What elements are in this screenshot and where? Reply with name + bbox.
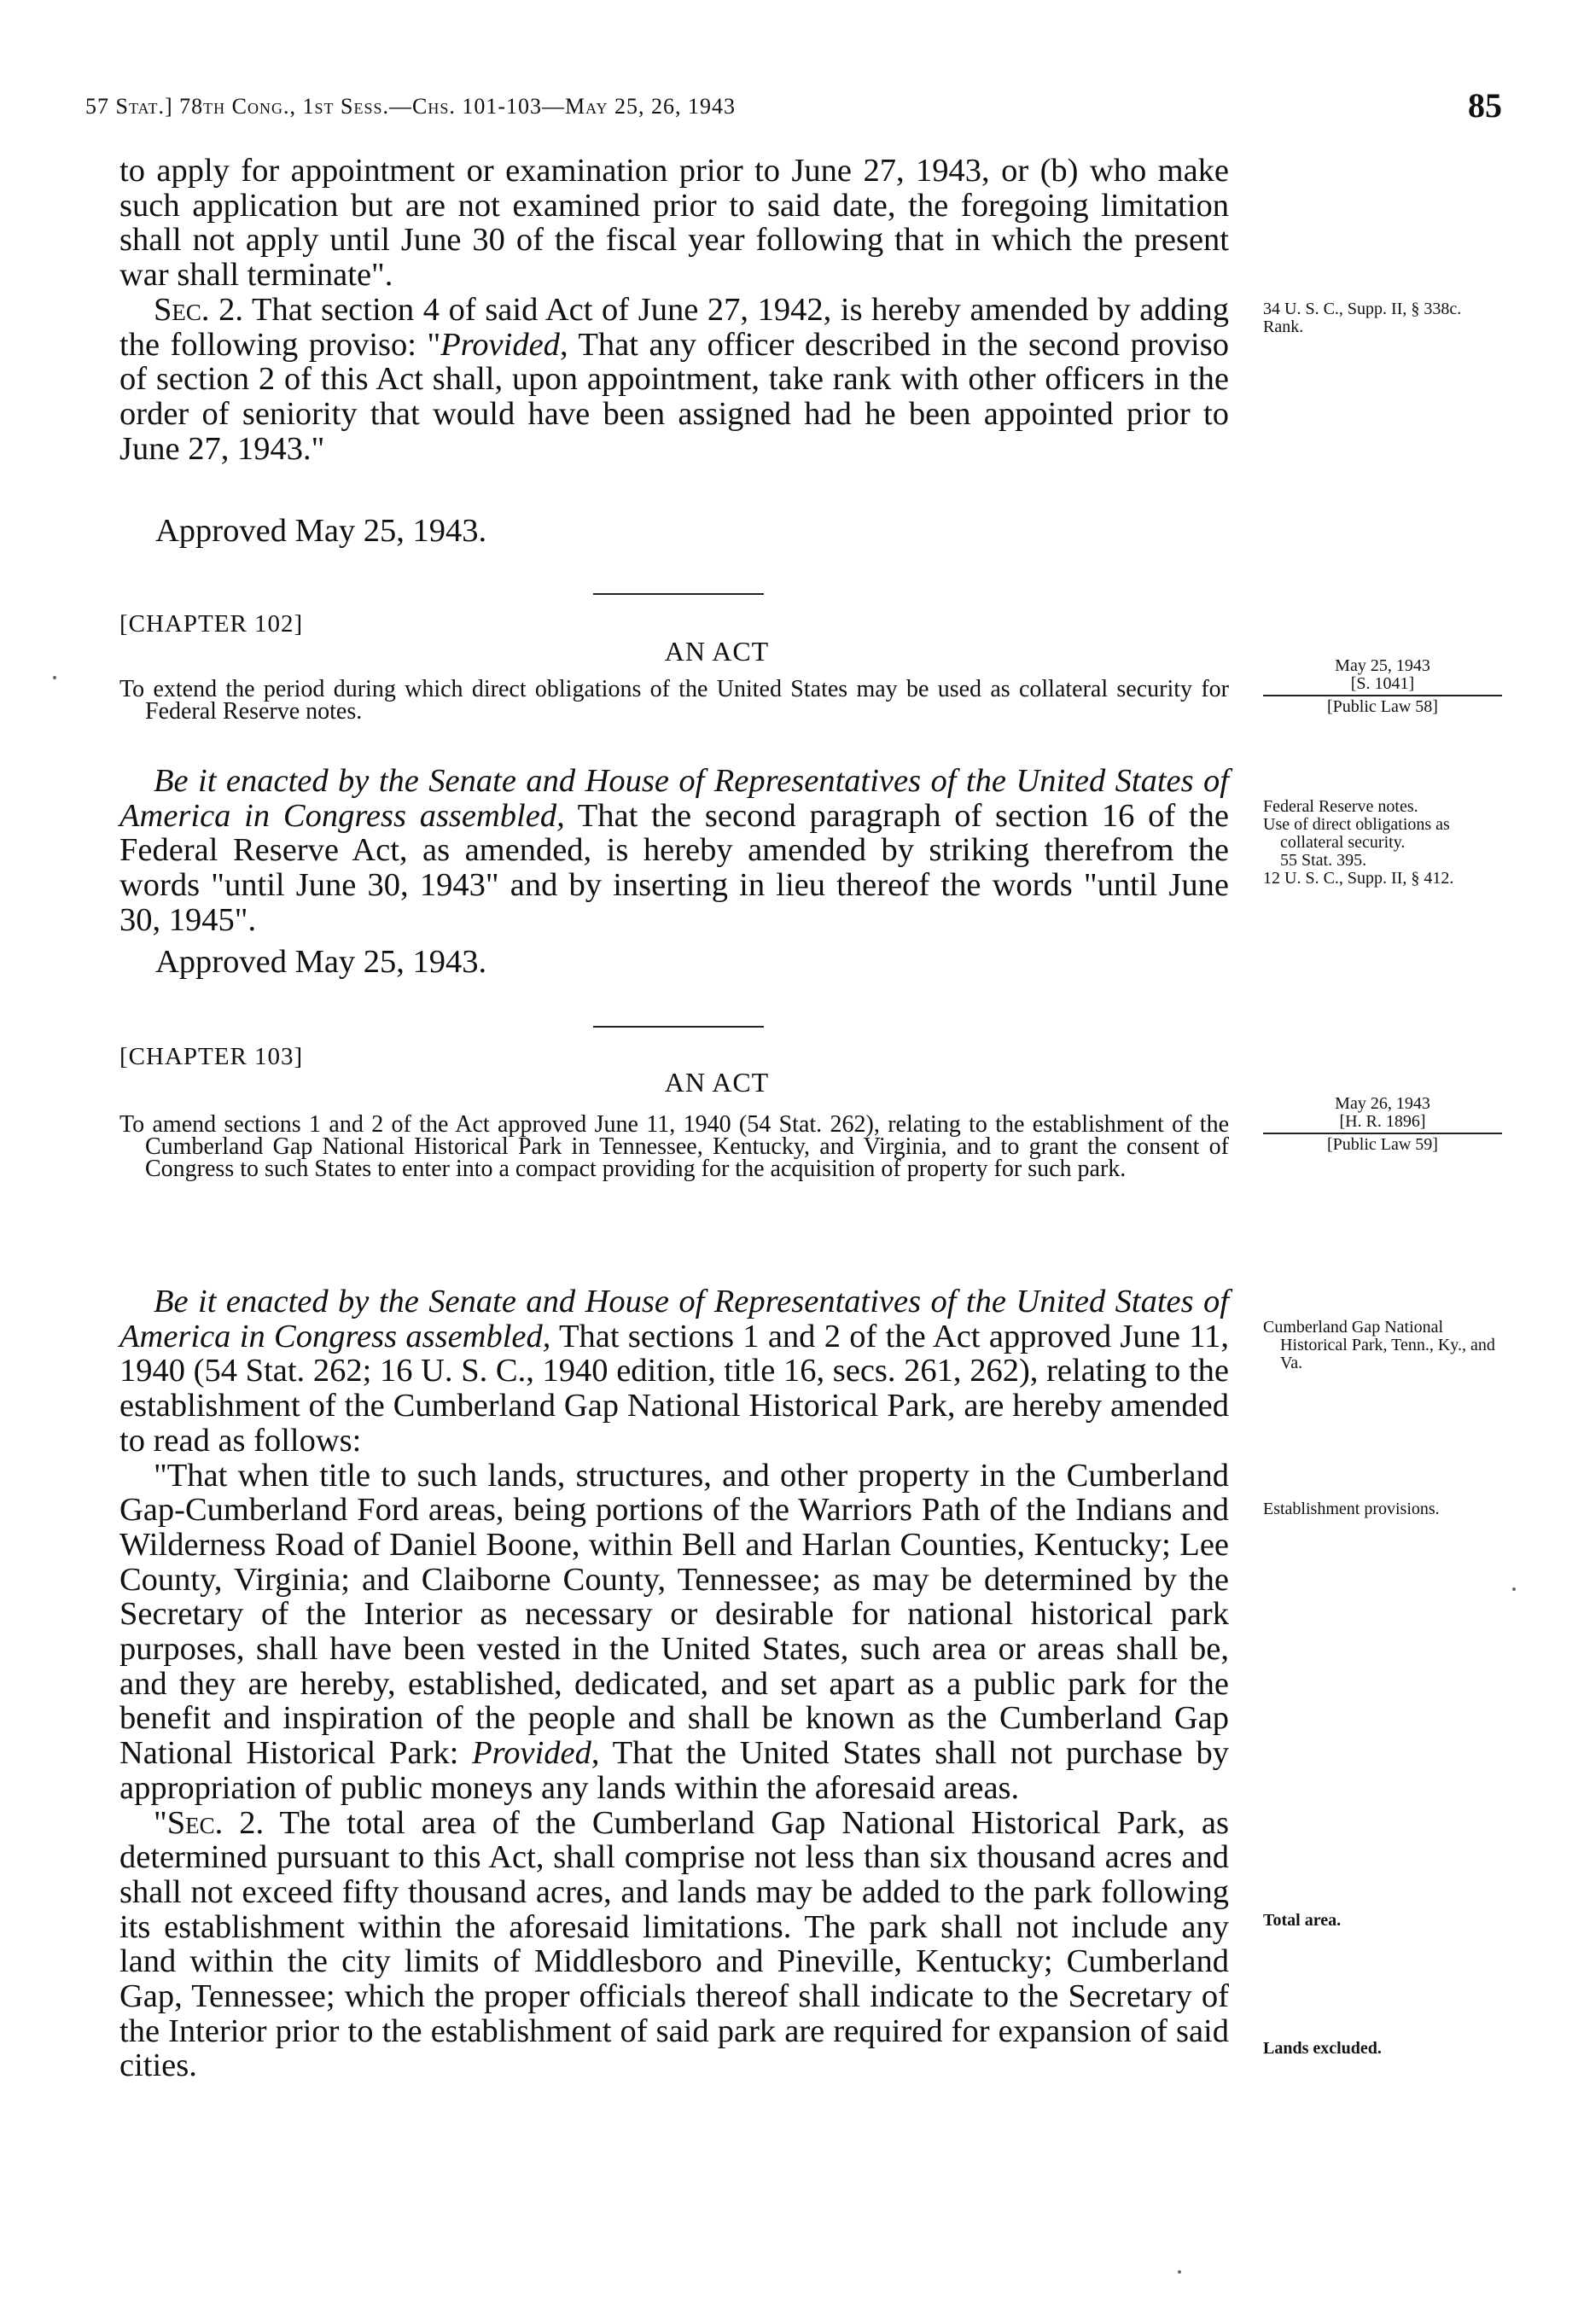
quoted-section-2: [119, 1806, 1229, 2084]
margin-divider: [1263, 695, 1502, 696]
chapter-103-body: [119, 1284, 1229, 2083]
enacting-text: That the second paragraph of section 16 of the Federal Reserve Act, as amended, is hereby amended by striking therefrom the words "until June 30, 1943" and by inserting in lieu thereof the words "until June 30, 1945".: [119, 797, 1229, 938]
margin-use-of-obligations: Use of direct obligations as collateral security.: [1263, 815, 1450, 852]
bill-info-103: [1263, 1095, 1502, 1154]
approved-line: Approved May 25, 1943.: [155, 944, 487, 980]
margin-divider: [1263, 1133, 1502, 1134]
enacting-paragraph: [119, 764, 1229, 938]
quoted-section-1-text: "That when title to such lands, structures, and other property in the Cumberland Gap-Cumberland Ford areas, being portions of the Warriors Path of the Indians and Wilderness Road of Daniel Boone, within Bell and Harlan Counties, Kentucky; Lee County, Virginia; and Claiborne County, Tennessee; as may be determined by the Secretary of the Interior as necessary or desirable for national historical park purposes, shall have been vested in the United States, such area or areas shall be, and they are hereby, established, dedicated, and set apart as a public park for the benefit and inspiration of the people and shall be known as the Cumberland Gap National Historical Park:: [119, 1457, 1229, 1772]
margin-cumberland-gap: Cumberland Gap National Historical Park, Tenn., Ky., and Va.: [1263, 1318, 1495, 1372]
section-text: That section 4 of said Act of June 27, 1942, is hereby amended by adding the following proviso: ": [119, 291, 1229, 363]
enacting-clause: Be it enacted by the Senate and House of Representatives of the United States of America in Congress assembled,: [119, 763, 1229, 834]
margin-note-total-area: [1263, 1912, 1502, 1930]
section-label: Sec. 2.: [154, 291, 244, 328]
act-title-text: To extend the period during which direct obligations of the United States may be used as collateral security for Federal Reserve notes.: [119, 676, 1229, 725]
margin-federal-reserve: Federal Reserve notes.: [1263, 797, 1418, 816]
margin-note-citation: [1263, 300, 1502, 336]
enacting-clause: Be it enacted by the Senate and House of Representatives of the United States of America in Congress assembled,: [119, 1284, 1229, 1354]
page-number: 85: [1468, 86, 1502, 125]
continued-paragraph: to apply for appointment or examination prior to June 27, 1943, or (b) who make such application but are not examined prior to said date, the foregoing limitation shall not apply until June 30 of the fiscal year following that in which the present war shall terminate".: [119, 153, 1229, 294]
margin-establishment: Establishment provisions.: [1263, 1500, 1440, 1518]
approved-line: Approved May 25, 1943.: [155, 513, 487, 549]
an-act-heading: AN ACT: [664, 636, 770, 667]
act-title: [119, 676, 1229, 725]
bill-number: [H. R. 1896]: [1339, 1112, 1426, 1131]
section-label: "Sec. 2.: [154, 1804, 265, 1841]
margin-rank: Rank.: [1263, 317, 1304, 336]
enacting-text: That sections 1 and 2 of the Act approved June 11, 1940 (54 Stat. 262; 16 U. S. C., 1940 edition, title 16, secs. 261, 262), relating to the establishment of the Cumberland Gap National Historical Park, are hereby amended to read as follows:: [119, 1318, 1229, 1459]
provided-keyword: Provided: [472, 1735, 591, 1772]
quoted-section-1: [119, 1459, 1229, 1806]
scan-speck: [1178, 2270, 1181, 2274]
act-title: [119, 1111, 1229, 1182]
act-title-text: To amend sections 1 and 2 of the Act approved June 11, 1940 (54 Stat. 262), relating to the establishment of the Cumberland Gap National Historical Park in Tennessee, Kentucky, and Virginia, and to grant the consent of Congress to such States to enter into a compact providing for the acquisition of property for such park.: [119, 1111, 1229, 1182]
chapter-103-label: [CHAPTER 103]: [119, 1043, 304, 1070]
margin-usc: 12 U. S. C., Supp. II, § 412.: [1263, 869, 1454, 888]
margin-note-establishment: [1263, 1500, 1502, 1518]
margin-notes-102: [1263, 798, 1502, 888]
margin-lands-excluded: Lands excluded.: [1263, 2039, 1382, 2058]
margin-total-area: Total area.: [1263, 1911, 1342, 1930]
margin-note-lands-excluded: [1263, 2040, 1502, 2058]
chapter-102-body: [119, 764, 1229, 938]
public-law: [Public Law 59]: [1327, 1135, 1438, 1154]
quoted-section-1-cont: , That the United States shall not purchase by appropriation of public moneys any lands within the aforesaid areas.: [119, 1735, 1229, 1806]
scan-speck: [1512, 1587, 1516, 1591]
bill-date: May 25, 1943: [1335, 656, 1430, 675]
chapter-102-label: [CHAPTER 102]: [119, 610, 304, 638]
bill-number: [S. 1041]: [1350, 674, 1415, 693]
margin-note-cumberland: [1263, 1319, 1502, 1372]
chapter-101-continuation: [119, 154, 1229, 466]
section-2-paragraph: [119, 293, 1229, 467]
scan-speck: [53, 676, 56, 679]
enacting-paragraph: [119, 1284, 1229, 1459]
section-divider: [593, 593, 764, 595]
running-head: 57 Stat.] 78th Cong., 1st Sess.—Chs. 101-103—May 25, 26, 1943: [85, 94, 736, 119]
bill-info-102: [1263, 657, 1502, 716]
an-act-heading: AN ACT: [664, 1067, 770, 1098]
margin-stat: 55 Stat. 395.: [1280, 851, 1367, 870]
page-header: [85, 85, 1502, 137]
section-text-cont: , That any officer described in the second proviso of section 2 of this Act shall, upon appointment, take rank with other officers in the order of seniority that would have been assigned had he been appointed prior to June 27, 1943.": [119, 326, 1229, 467]
margin-citation: 34 U. S. C., Supp. II, § 338c.: [1263, 300, 1462, 318]
public-law: [Public Law 58]: [1327, 697, 1438, 716]
quoted-section-2-text: The total area of the Cumberland Gap National Historical Park, as determined pursuant to this Act, shall comprise not less than six thousand acres and shall not exceed fifty thousand acres, and lands may be added to the park following its establishment within the aforesaid limitations. The park shall not include any land within the city limits of Middlesboro and Pineville, Kentucky; Cumberland Gap, Tennessee; which the proper officials thereof shall indicate to the Secretary of the Interior prior to the establishment of said park are required for expansion of said cities.: [119, 1804, 1229, 2084]
section-divider: [593, 1026, 764, 1028]
provided-keyword: Provided: [440, 326, 560, 363]
bill-date: May 26, 1943: [1335, 1094, 1430, 1113]
